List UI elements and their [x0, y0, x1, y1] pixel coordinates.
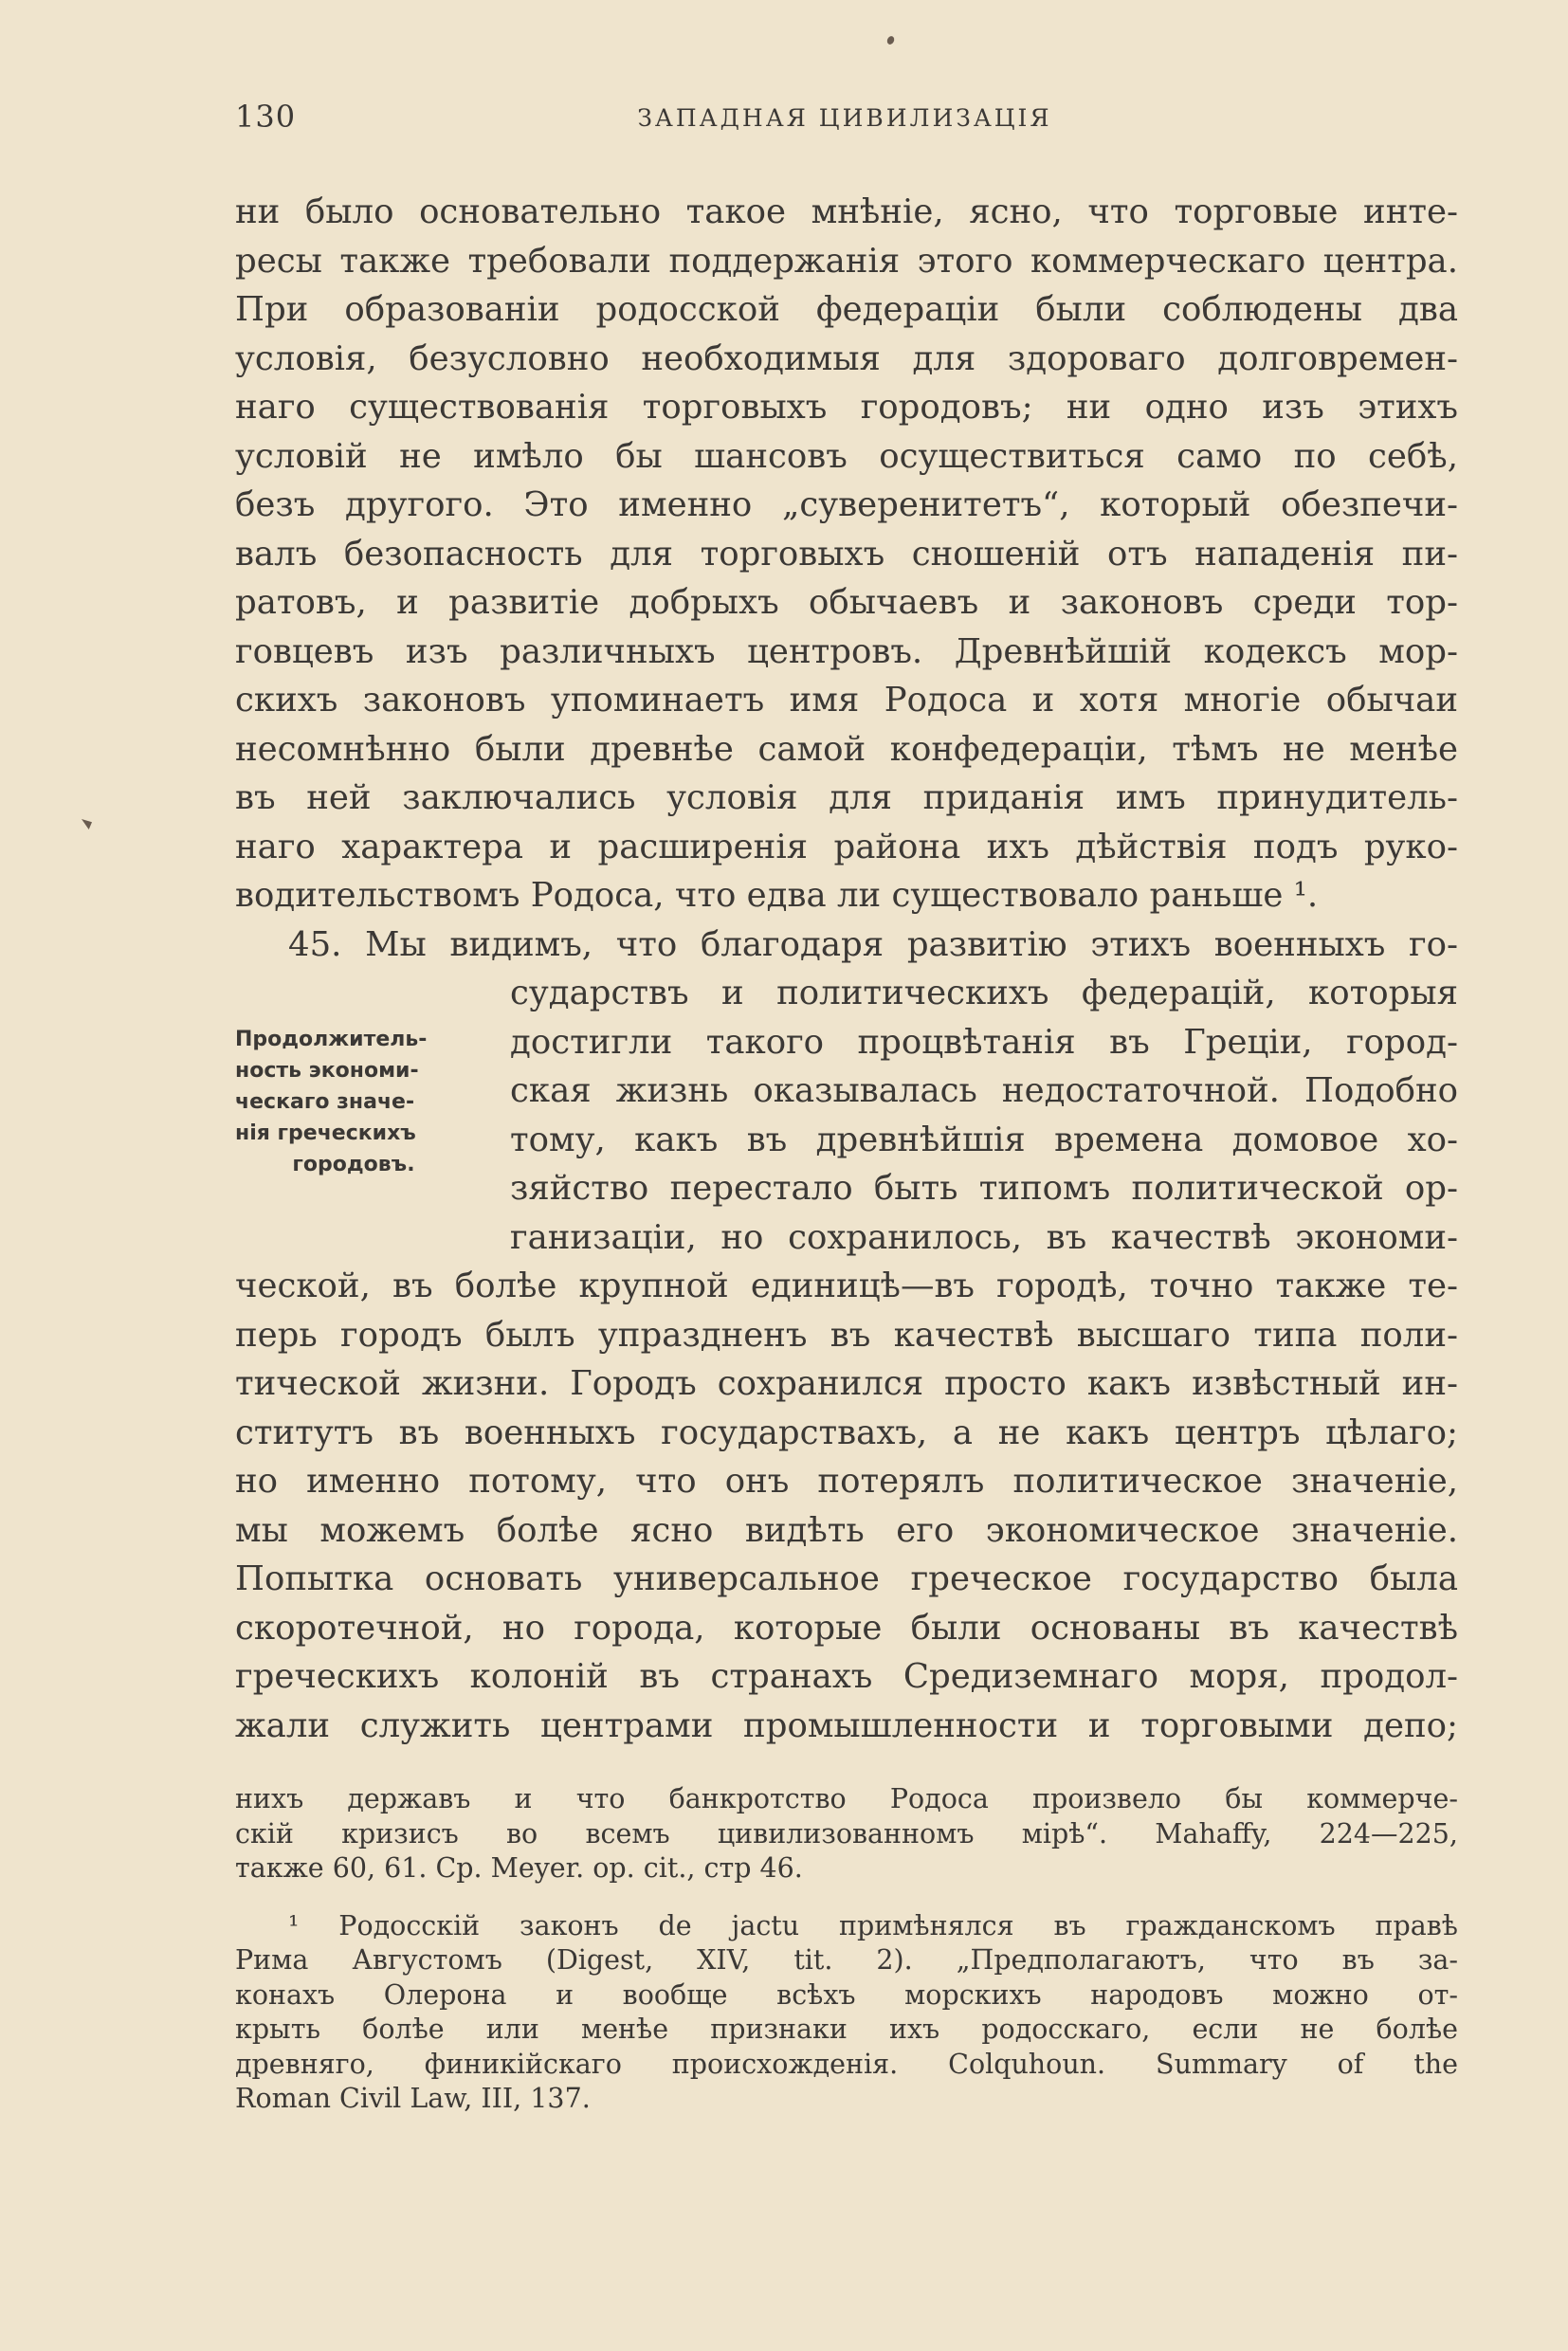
text-line: перь городъ былъ упраздненъ въ качествѣ высшаго типа поли- — [235, 1315, 1458, 1355]
margin-note — [235, 1024, 472, 1180]
text-line: условія, безусловно необходимыя для здороваго долговремен- — [235, 338, 1458, 378]
footnote-line: скій кризисъ во всемъ цивилизованномъ мірѣ“. Mahaffy, 224—225, — [235, 1817, 1458, 1850]
footnote-line: нихъ державъ и что банкротство Родоса произвело бы коммерче- — [235, 1783, 1458, 1814]
text-line: ская жизнь оказывалась недостаточной. Подобно — [510, 1071, 1458, 1110]
text-line: скоротечной, но города, которые были основаны въ качествѣ — [235, 1608, 1458, 1648]
text-line: наго существованія торговыхъ городовъ; ни одно изъ этихъ — [235, 388, 1458, 427]
text-line: въ ней заключались условія для приданія имъ принудитель- — [235, 778, 1458, 817]
footnote-line: ¹ Родосскій законъ de jactu примѣнялся въ гражданскомъ правѣ — [288, 1909, 1458, 1941]
footnotes — [235, 1782, 1458, 2117]
text-line: несомнѣнно были древнѣе самой конфедераціи, тѣмъ не менѣе — [235, 729, 1458, 769]
main-text — [235, 188, 1458, 1750]
text-line: зяйство перестало быть типомъ политической ор- — [510, 1169, 1458, 1208]
footnote-gap — [235, 1886, 1458, 1909]
footnote-line: древняго, финикійскаго происхожденія. Colquhoun. Summary of the — [235, 2048, 1458, 2080]
running-title: ЗАПАДНАЯ ЦИВИЛИЗАЦІЯ — [637, 104, 1052, 132]
text-line: мы можемъ болѣе ясно видѣть его экономическое значеніе. — [235, 1510, 1458, 1550]
page-number: 130 — [235, 99, 297, 135]
text-line: скихъ законовъ упоминаетъ имя Родоса и хотя многіе обычаи — [235, 681, 1458, 720]
text-line: условій не имѣло бы шансовъ осуществиться само по себѣ, — [235, 436, 1458, 476]
margin-note-line: Продолжитель- — [235, 1028, 428, 1051]
text-line: наго характера и расширенія района ихъ дѣйствія подъ руко- — [235, 827, 1458, 866]
text-line: тому, какъ въ древнѣйшія времена домовое хо- — [510, 1120, 1458, 1159]
footnote-line: Рима Августомъ (Digest, XIV, tit. 2). „Предполагаютъ, что въ за- — [235, 1944, 1458, 1976]
text-line: ческой, въ болѣе крупной единицѣ—въ городѣ, точно также те- — [235, 1267, 1458, 1305]
text-line: ститутъ въ военныхъ государствахъ, а не какъ центръ цѣлаго; — [235, 1412, 1458, 1452]
footnote-line: Roman Civil Law, III, 137. — [235, 2083, 591, 2114]
margin-note-line: ность экономи- — [235, 1059, 419, 1083]
footnote-line: также 60, 61. Ср. Meyer. op. cit., стр 46. — [235, 1852, 803, 1884]
text-line: сударствъ и политическихъ федерацій, которыя — [510, 974, 1458, 1012]
text-line: безъ другого. Это именно „суверенитетъ“, который обезпечи- — [235, 485, 1458, 524]
margin-note-line: городовъ. — [292, 1153, 415, 1176]
footnote-line: конахъ Олерона и вообще всѣхъ морскихъ народовъ можно от- — [235, 1978, 1458, 2011]
text-line: ратовъ, и развитіе добрыхъ обычаевъ и законовъ среди тор- — [235, 583, 1458, 622]
text-line: При образованіи родосской федераціи были соблюдены два — [235, 290, 1458, 329]
margin-note-line: нія греческихъ — [235, 1121, 416, 1145]
ink-speck — [885, 35, 895, 46]
text-line: Попытка основать универсальное греческое государство была — [235, 1559, 1458, 1598]
text-line: но именно потому, что онъ потерялъ политическое значеніе, — [235, 1462, 1458, 1501]
text-line: валъ безопасность для торговыхъ сношеній отъ нападенія пи- — [235, 534, 1458, 574]
text-line: говцевъ изъ различныхъ центровъ. Древнѣйшій кодексъ мор- — [235, 631, 1458, 671]
text-line: тической жизни. Городъ сохранился просто какъ извѣстный ин- — [235, 1364, 1458, 1403]
page-header — [235, 99, 1454, 137]
ink-speck — [82, 819, 92, 829]
margin-note-line: ческаго значе- — [235, 1090, 415, 1114]
text-line: ганизаціи, но сохранилось, въ качествѣ экономи- — [510, 1217, 1458, 1257]
text-line: греческихъ колоній въ странахъ Средиземнаго моря, продол- — [235, 1657, 1458, 1696]
text-line: жали служить центрами промышленности и торговыми депо; — [235, 1705, 1458, 1745]
text-line: ни было основательно такое мнѣніе, ясно, что торговые инте- — [235, 192, 1458, 231]
text-line: ресы также требовали поддержанія этого коммерческаго центра. — [235, 241, 1458, 281]
text-line: достигли такого процвѣтанія въ Греціи, город- — [510, 1022, 1458, 1062]
section-45-first-line: 45. Мы видимъ, что благодаря развитію этихъ военныхъ го- — [288, 924, 1458, 964]
text-line: водительствомъ Родоса, что едва ли существовало раньше ¹. — [235, 876, 1319, 915]
footnote-line: крыть болѣе или менѣе признаки ихъ родосскаго, если не болѣе — [235, 2014, 1458, 2045]
section-45-with-sidenote — [235, 969, 1458, 1262]
